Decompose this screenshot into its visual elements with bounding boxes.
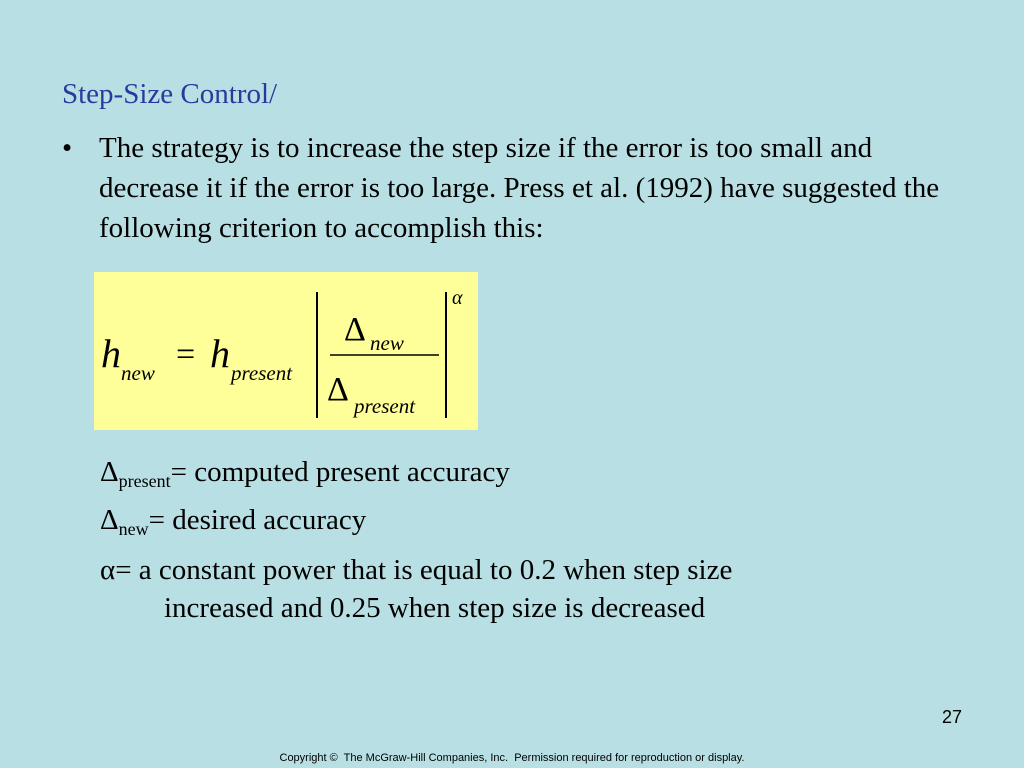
symbol-delta: Δ <box>100 504 119 536</box>
formula-alpha-exponent: α <box>452 287 463 309</box>
formula-sub-present: present <box>231 361 293 385</box>
formula-box <box>94 272 478 430</box>
bullet-text: The strategy is to increase the step size if the error is too small and decrease it if the error is too large. Press et al. (1992) have suggested the following criterion to accomplish this: <box>99 132 940 244</box>
formula-h-new: h <box>101 331 121 376</box>
definition-alpha-continuation: increased and 0.25 when step size is decreased <box>164 592 706 624</box>
definition-text: = desired accuracy <box>148 504 367 536</box>
formula-h-present: h <box>210 331 230 376</box>
definition-text: = computed present accuracy <box>170 456 510 488</box>
definition-delta-new <box>100 504 366 540</box>
definition-delta-present <box>100 456 510 492</box>
copyright-notice: Copyright © The McGraw-Hill Companies, Inc. Permission required for reproduction or display. <box>279 752 745 764</box>
formula-delta-present-sub: present <box>354 394 416 418</box>
formula-delta-new-sub: new <box>370 331 404 355</box>
step-size-formula <box>94 272 478 430</box>
symbol-delta: Δ <box>100 456 119 488</box>
symbol-sub-present: present <box>118 471 171 491</box>
symbol-alpha: α <box>100 554 116 586</box>
slide-title: Step-Size Control/ <box>62 78 278 110</box>
formula-sub-new: new <box>121 361 155 385</box>
bullet-marker: • <box>62 132 73 164</box>
formula-equals: = <box>176 336 196 373</box>
symbol-sub-new: new <box>118 519 149 539</box>
definition-text: = a constant power that is equal to 0.2 when step size <box>115 554 733 586</box>
formula-delta-present: Δ <box>327 371 349 408</box>
formula-delta-new: Δ <box>344 311 366 348</box>
definition-alpha <box>100 554 732 587</box>
page-number: 27 <box>941 707 962 727</box>
